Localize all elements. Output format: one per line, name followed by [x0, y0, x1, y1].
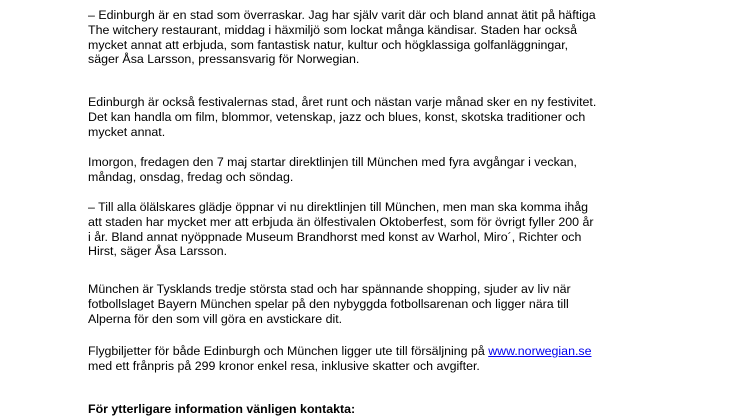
paragraph-edinburgh-festivals	[88, 95, 596, 139]
text-line: Imorgon, fredagen den 7 maj startar direktlinjen till München med fyra avgångar i veckan,	[88, 155, 577, 169]
norwegian-website-link[interactable]: www.norwegian.se	[488, 344, 592, 358]
text-line: mycket annat.	[88, 124, 166, 139]
text-line: i år. Bland annat nyöppnade Museum Brandhorst med konst av Warhol, Miro´, Richter och	[88, 229, 582, 244]
paragraph-munich-quote	[88, 200, 594, 259]
text-line: The witchery restaurant, middag i häxmiljö som lockat många kändisar. Staden har också	[88, 22, 577, 37]
text-line: Edinburgh är också festivalernas stad, året runt och nästan varje månad sker en ny festivitet.	[88, 95, 597, 109]
paragraph-munich-description	[88, 282, 571, 326]
tickets-text: Flygbiljetter för både Edinburgh och München ligger ute till försäljning på	[88, 344, 489, 358]
text-line: fotbollslaget Bayern München spelar på den nybyggda fotbollsarenan och ligger nära till	[88, 296, 569, 311]
paragraph-munich-route-start	[88, 155, 577, 185]
text-line	[88, 344, 592, 359]
text-line: med ett frånpris på 299 kronor enkel resa, inklusive skatter och avgifter.	[88, 358, 480, 373]
text-line: München är Tysklands tredje största stad och har spännande shopping, sjuder av liv när	[88, 282, 571, 296]
paragraph-tickets	[88, 344, 592, 374]
text-line: mycket annat att erbjuda, som fantastisk natur, kultur och högklassiga golfanläggningar,	[88, 37, 569, 52]
text-line: att staden har mycket mer att erbjuda än ölfestivalen Oktoberfest, som för övrigt fyller 200 år	[88, 214, 594, 229]
text-line: Det kan handla om film, blommor, vetenskap, jazz och blues, konst, skotska traditioner och	[88, 109, 586, 124]
text-line: Hirst, säger Åsa Larsson.	[88, 244, 228, 259]
text-line: Alperna för den som vill göra en avstickare dit.	[88, 311, 343, 326]
paragraph-edinburgh-quote	[88, 8, 596, 67]
text-line: säger Åsa Larsson, pressansvarig för Norwegian.	[88, 52, 360, 67]
contact-heading: För ytterligare information vänligen kontakta:	[88, 402, 356, 416]
text-line: – Edinburgh är en stad som överraskar. Jag har själv varit där och bland annat ätit på häftiga	[88, 8, 596, 22]
text-line: – Till alla ölälskares glädje öppnar vi nu direktlinjen till München, men man ska komma ihåg	[88, 200, 589, 214]
text-line: måndag, onsdag, fredag och söndag.	[88, 169, 294, 184]
